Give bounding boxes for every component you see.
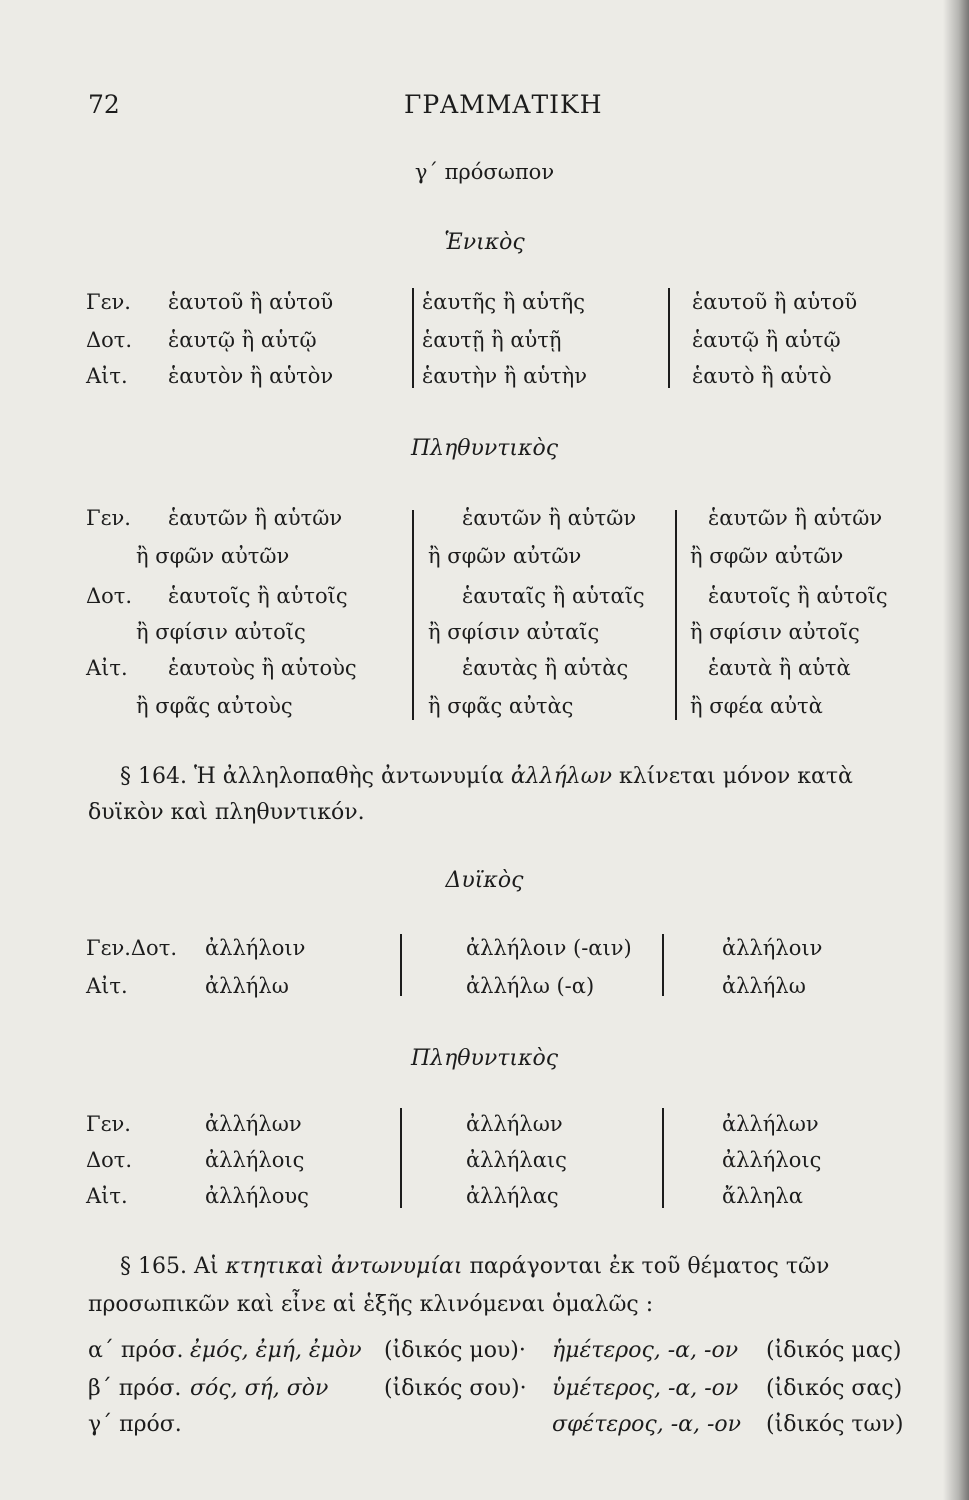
running-title: ΓΡΑΜΜΑΤΙΚΗ <box>404 90 603 119</box>
feminine-form: ἑαυτῶν ἢ αὑτῶν <box>462 506 637 530</box>
neuter-form: ἑαυτῶν ἢ αὑτῶν <box>708 506 883 530</box>
masculine-form: ἀλλήλων <box>205 1112 302 1136</box>
masculine-form: ἀλλήλω <box>205 974 289 998</box>
feminine-form: ἑαυτὰς ἢ αὑτὰς <box>462 656 629 680</box>
neuter-form: ἑαυτὰ ἢ αὑτὰ <box>708 656 851 680</box>
neuter-form: ἢ σφῶν αὐτῶν <box>690 544 844 568</box>
case-label: Γεν. <box>86 290 131 314</box>
section-165-line2: προσωπικῶν καὶ εἶνε αἱ ἑξῆς κλινόμεναι ὁμαλῶς : <box>88 1292 654 1317</box>
masculine-form: ἑαυτῷ ἢ αὑτῷ <box>168 328 317 352</box>
feminine-form: ἀλλήλας <box>466 1184 559 1208</box>
masculine-form: ἑαυτοῖς ἢ αὑτοῖς <box>168 584 348 608</box>
neuter-form: ἑαυτοῖς ἢ αὑτοῖς <box>708 584 888 608</box>
section-164-line2: δυϊκὸν καὶ πληθυντικόν. <box>88 800 365 825</box>
plural-possessive: σφέτερος, -α, -ον <box>552 1412 742 1437</box>
case-label: Αἰτ. <box>86 656 128 680</box>
third-person-heading: γ΄ πρόσωπον <box>414 160 555 184</box>
plural-gloss: (ἰδικός σας) <box>766 1376 903 1401</box>
masculine-form: ἢ σφίσιν αὐτοῖς <box>136 620 306 644</box>
feminine-form: ἀλλήλοιν (-αιν) <box>466 936 632 960</box>
person-label: β΄ πρόσ. <box>88 1376 182 1401</box>
column-divider <box>668 288 670 388</box>
neuter-form: ἀλλήλω <box>722 974 806 998</box>
masculine-form: ἑαυτοῦ ἢ αὑτοῦ <box>168 290 334 314</box>
plural-heading: Πληθυντικὸς <box>410 1046 559 1071</box>
term-allilon: ἀλλήλων <box>510 764 613 789</box>
neuter-form: ἑαυτὸ ἢ αὑτὸ <box>692 364 832 388</box>
plural-gloss: (ἰδικός μας) <box>766 1338 902 1363</box>
neuter-form: ἑαυτοῦ ἢ αὑτοῦ <box>692 290 858 314</box>
masculine-form: ἑαυτὸν ἢ αὑτὸν <box>168 364 334 388</box>
neuter-form: ἀλλήλοις <box>722 1148 822 1172</box>
feminine-form: ἀλλήλω (-α) <box>466 974 595 998</box>
column-divider <box>412 510 414 720</box>
feminine-form: ἢ σφῶν αὐτῶν <box>428 544 582 568</box>
neuter-form: ἄλληλα <box>722 1184 803 1208</box>
column-divider <box>412 288 414 388</box>
column-divider <box>400 1108 402 1208</box>
neuter-form: ἑαυτῷ ἢ αὑτῷ <box>692 328 841 352</box>
page-number: 72 <box>88 90 120 119</box>
feminine-form: ἀλλήλαις <box>466 1148 567 1172</box>
neuter-form: ἢ σφέα αὐτὰ <box>690 694 823 718</box>
case-label: Γεν.Δοτ. <box>86 936 177 960</box>
case-label: Γεν. <box>86 1112 131 1136</box>
case-label: Αἰτ. <box>86 1184 128 1208</box>
case-label: Δοτ. <box>86 328 133 352</box>
plural-heading: Πληθυντικὸς <box>410 436 559 461</box>
masculine-form: ἀλλήλοις <box>205 1148 305 1172</box>
neuter-form: ἢ σφίσιν αὐτοῖς <box>690 620 860 644</box>
neuter-form: ἀλλήλοιν <box>722 936 823 960</box>
section-165-line1: § 165. Αἱ κτητικαὶ ἀντωνυμίαι παράγονται ἐκ τοῦ θέματος τῶν <box>120 1254 830 1279</box>
masculine-form: ἢ σφᾶς αὐτοὺς <box>136 694 293 718</box>
masculine-form: ἀλλήλοιν <box>205 936 306 960</box>
term-ktitikai: κτητικαὶ ἀντωνυμίαι <box>225 1254 463 1279</box>
section-164-line1: § 164. Ἡ ἀλληλοπαθὴς ἀντωνυμία ἀλλήλων κλίνεται μόνον κατὰ <box>120 764 853 789</box>
neuter-form: ἀλλήλων <box>722 1112 819 1136</box>
column-divider <box>662 934 664 996</box>
feminine-form: ἑαυτῆς ἢ αὑτῆς <box>422 290 586 314</box>
feminine-form: ἢ σφίσιν αὐταῖς <box>428 620 600 644</box>
feminine-form: ἢ σφᾶς αὐτὰς <box>428 694 574 718</box>
case-label: Αἰτ. <box>86 974 128 998</box>
case-label: Δοτ. <box>86 1148 133 1172</box>
masculine-form: ἢ σφῶν αὐτῶν <box>136 544 290 568</box>
feminine-form: ἑαυτῇ ἢ αὑτῇ <box>422 328 562 352</box>
column-divider <box>662 1108 664 1208</box>
page-spine-shadow <box>943 0 969 1500</box>
person-label: α΄ πρόσ. <box>88 1338 184 1363</box>
singular-possessive: σός, σή, σὸν <box>190 1376 329 1401</box>
masculine-form: ἑαυτῶν ἢ αὑτῶν <box>168 506 343 530</box>
masculine-form: ἀλλήλους <box>205 1184 309 1208</box>
singular-heading: Ἑνικὸς <box>444 230 525 255</box>
dual-heading: Δυϊκὸς <box>445 868 524 893</box>
person-label: γ΄ πρόσ. <box>88 1412 182 1437</box>
singular-gloss: (ἰδικός σου)· <box>384 1376 527 1401</box>
column-divider <box>400 934 402 996</box>
plural-possessive: ἡμέτερος, -α, -ον <box>552 1338 739 1363</box>
masculine-form: ἑαυτοὺς ἢ αὑτοὺς <box>168 656 357 680</box>
singular-possessive: ἐμός, ἐμή, ἐμὸν <box>190 1338 362 1363</box>
plural-possessive: ὑμέτερος, -α, -ον <box>552 1376 739 1401</box>
column-divider <box>675 510 677 720</box>
feminine-form: ἑαυτὴν ἢ αὑτὴν <box>422 364 588 388</box>
singular-gloss: (ἰδικός μου)· <box>384 1338 526 1363</box>
feminine-form: ἑαυταῖς ἢ αὑταῖς <box>462 584 645 608</box>
case-label: Γεν. <box>86 506 131 530</box>
case-label: Δοτ. <box>86 584 133 608</box>
case-label: Αἰτ. <box>86 364 128 388</box>
plural-gloss: (ἰδικός των) <box>766 1412 904 1437</box>
feminine-form: ἀλλήλων <box>466 1112 563 1136</box>
